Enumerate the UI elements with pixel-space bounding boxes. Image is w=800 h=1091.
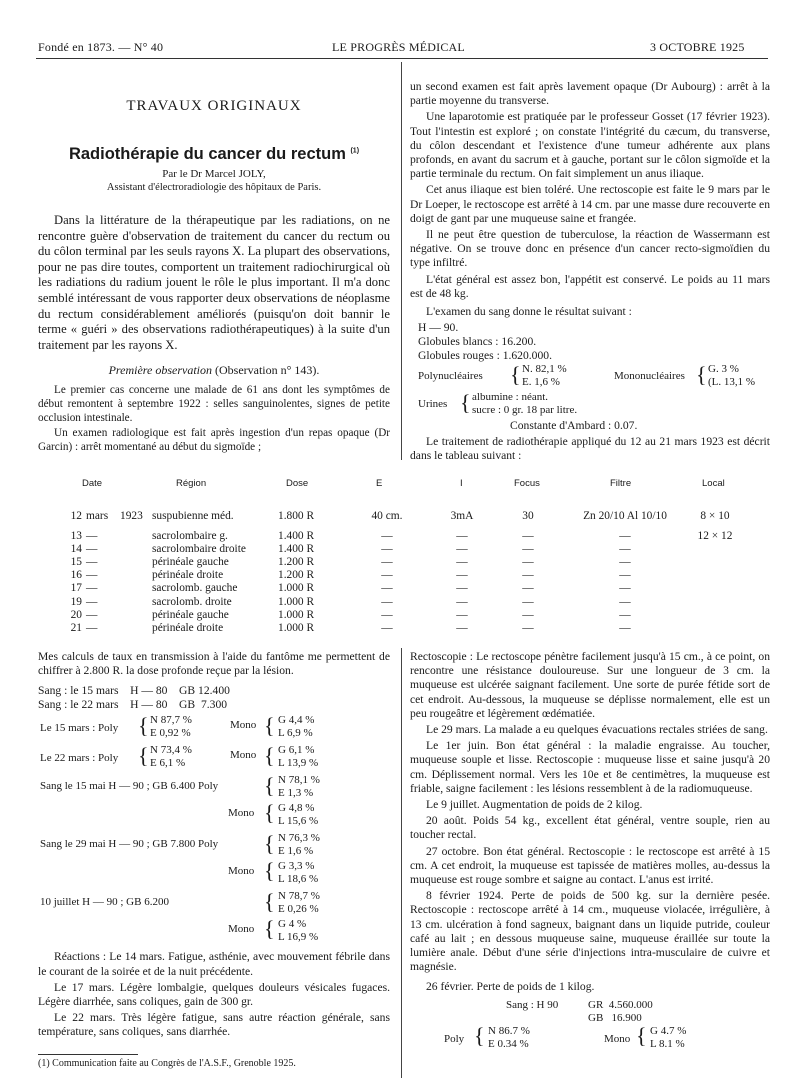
cell-i: —: [456, 556, 468, 569]
column-divider-top: [401, 62, 402, 460]
treatment-table: [50, 478, 770, 640]
sang-mono-g: G 3,3 %: [278, 860, 315, 873]
cell-i: —: [456, 569, 468, 582]
sang-mono-g: G 4 %: [278, 918, 307, 931]
cell-region: périnéale gauche: [152, 608, 229, 621]
followup-paragraph: 26 février. Perte de poids de 1 kilog.: [426, 980, 595, 994]
right-paragraph: Une laparotomie est pratiquée par le professeur Gosset (17 février 1923). Tout l'intestin est exploré ; on constate l'intégrité du cæcum, du transverse, du côlon descendant et l'existence d'une tumeur adhérente aux plans profonds, en avant du sacrum et à gauche, portant sur le côlon sigmoïde et la partie terminale du rectum. On fait simplement un anus iliaque.: [410, 110, 770, 181]
final-blood: [410, 997, 770, 1053]
right-paragraph: un second examen est fait après lavement opaque (Dr Aubourg) : arrêt à la partie moyenne du transverse.: [410, 80, 770, 108]
cell-month: —: [86, 530, 98, 542]
brace: {: [474, 1022, 485, 1048]
blood-formula: [410, 363, 770, 391]
final-mono-label: Mono: [604, 1032, 631, 1045]
cell-filtre: —: [619, 569, 631, 582]
cell-region: sacrolomb. droite: [152, 595, 232, 608]
cell-focus: —: [522, 569, 534, 582]
cell-i: —: [456, 608, 468, 621]
sang-block-label: Sang le 29 mai H — 90 ; GB 7.800 Poly: [40, 838, 219, 851]
count-mono-g: G 6,1 %: [278, 744, 315, 757]
cell-region: sacrolomb. gauche: [152, 582, 238, 595]
count-blocks: [38, 714, 390, 772]
brace: {: [138, 713, 149, 739]
table-intro: Le traitement de radiothérapie appliqué du 12 au 21 mars 1923 est décrit dans le tableau suivant :: [410, 435, 770, 463]
cell-filtre: —: [619, 621, 631, 634]
sang-poly-n: N 78,1 %: [278, 774, 320, 787]
cell-e: —: [381, 608, 393, 621]
cell-month: —: [86, 556, 98, 569]
cell-dose: 1.000 R: [278, 595, 315, 608]
mono-l: (L. 13,1 %: [708, 376, 756, 389]
cell-focus: —: [522, 556, 534, 569]
header-journal: LE PROGRÈS MÉDICAL: [332, 40, 465, 54]
footnote: (1) Communication faite au Congrès de l'A.S.F., Grenoble 1925.: [38, 1058, 296, 1069]
cell-day: 12: [70, 510, 82, 522]
cell-dose: 1.800 R: [278, 510, 315, 522]
header-issue: Fondé en 1873. — N° 40: [38, 40, 164, 54]
sang-mono-label: Mono: [228, 865, 255, 878]
poly-e: E. 1,6 %: [522, 376, 560, 389]
cell-focus: —: [522, 608, 534, 621]
table-row: [50, 530, 770, 544]
count-poly-n: N 73,4 %: [150, 744, 192, 757]
sang-block: [38, 890, 390, 946]
count-block: [38, 744, 390, 772]
table-row: [50, 596, 770, 610]
footnote-rule: [38, 1054, 138, 1055]
article-title-text: Radiothérapie du cancer du rectum: [68, 145, 346, 163]
followup-paragraph: 27 octobre. Bon état général. Rectoscopie : le rectoscope est arrêté à 15 cm. A cet endroit, la muqueuse est tapissée de matières molles, au-dessus la muqueuse est rouge sombre et saigne au contact. L'anus est irrité.: [410, 844, 770, 887]
ambard: Constante d'Ambard : 0.07.: [510, 419, 638, 433]
title-footnote-ref: (1): [350, 147, 360, 155]
sang-block: [38, 832, 390, 888]
sang-poly-e: E 1,3 %: [278, 787, 314, 800]
cell-region: périnéale droite: [152, 621, 224, 634]
blood-gr: Globules rouges : 1.620.000.: [418, 349, 552, 363]
cell-filtre: —: [619, 556, 631, 569]
column-divider-bottom: [401, 648, 402, 1078]
cell-day: 13: [70, 530, 82, 542]
cell-e: —: [381, 582, 393, 595]
poly-label: Polynucléaires: [418, 370, 483, 383]
cell-month: mars: [86, 510, 109, 522]
cell-day: 17: [70, 582, 82, 595]
brace: {: [264, 831, 275, 857]
cell-month: —: [86, 543, 98, 556]
author: Par le Dr Marcel JOLY,: [162, 168, 266, 180]
table-row: [50, 609, 770, 623]
table-row: [50, 543, 770, 557]
right-paragraph: Cet anus iliaque est bien toléré. Une rectoscopie est faite le 9 mars par le Dr Loeper, le rectoscope est arrêté à 14 cm. par une masse dure recouverte en doigt de gant par une muqueuse saine et frangée.: [410, 183, 770, 225]
sang-poly-e: E 0,26 %: [278, 903, 319, 916]
count-mono-label: Mono: [230, 719, 257, 732]
cell-region: périnéale gauche: [152, 556, 229, 569]
lower-left-column: [38, 650, 390, 1042]
cell-region: sacrolombaire g.: [152, 530, 228, 542]
mono-g: G. 3 %: [708, 363, 739, 376]
poly-n: N. 82,1 %: [522, 363, 567, 376]
th-e: E: [376, 478, 383, 489]
cell-day: 14: [70, 543, 82, 556]
cell-focus: —: [522, 530, 534, 542]
observation-ref: (Observation n° 143).: [214, 363, 320, 378]
brace: {: [264, 889, 275, 915]
followup-paragraph: Le 1er juin. Bon état général : la maladie engraisse. Au toucher, muqueuse souple et lisse. Rectoscopie : muqueuse lisse et saine jusqu'à 20 cm. Déplissement normal. Vers les 10e et 8e centimètres, la muqueuse est friable, saigne facilement : les lésions ressemblent à de la radiomuqueuse.: [410, 739, 770, 795]
count-block: [38, 714, 390, 742]
cell-day: 21: [70, 621, 82, 634]
cell-month: —: [86, 569, 98, 582]
urines: [410, 391, 770, 419]
brace: {: [264, 916, 275, 942]
cell-focus: 30: [522, 510, 534, 522]
table-row: [50, 622, 770, 636]
header-rule: [36, 58, 768, 59]
sang-block-label: Sang le 15 mai H — 90 ; GB 6.400 Poly: [40, 780, 219, 793]
header-date: 3 OCTOBRE 1925: [650, 40, 745, 54]
cell-dose: 1.000 R: [278, 621, 315, 634]
cell-e: —: [381, 543, 393, 556]
brace: {: [264, 713, 275, 739]
observation-heading: [38, 363, 390, 378]
cell-month: —: [86, 608, 98, 621]
urines-label: Urines: [418, 398, 448, 411]
brace: {: [264, 773, 275, 799]
th-date: Date: [82, 478, 103, 489]
cell-i: —: [456, 530, 468, 542]
reaction-paragraph: Le 17 mars. Légère lombalgie, quelques douleurs vésicales fugaces. Légère diarrhée, sans coliques, gain de 300 gr.: [38, 980, 390, 1009]
affiliation: Assistant d'électroradiologie des hôpitaux de Paris.: [106, 182, 322, 193]
th-filtre: Filtre: [610, 478, 632, 489]
section-title: TRAVAUX ORIGINAUX: [126, 98, 302, 114]
reaction-paragraph: Réactions : Le 14 mars. Fatigue, asthénie, avec mouvement fébrile dans le courant de la soirée et de la nuit précédente.: [38, 950, 390, 978]
cell-focus: —: [522, 621, 534, 634]
cell-dose: 1.000 R: [278, 582, 315, 595]
cell-local: 12 × 12: [697, 530, 733, 542]
sang-block: [38, 774, 390, 830]
urines-albumine: albumine : néant.: [472, 391, 549, 404]
cell-day: 15: [70, 556, 82, 569]
article-title: [38, 145, 390, 164]
cell-dose: 1.200 R: [278, 556, 315, 569]
cell-focus: —: [522, 543, 534, 556]
cell-day: 20: [70, 608, 82, 621]
followup-paragraph: Le 9 juillet. Augmentation de poids de 2 kilog.: [426, 798, 643, 812]
mono-label: Mononucléaires: [614, 370, 685, 383]
cell-filtre: —: [619, 595, 631, 608]
cell-e: 40 cm.: [371, 510, 403, 522]
final-poly-n: N 86.7 %: [488, 1024, 530, 1037]
brace: {: [696, 362, 707, 388]
brace: {: [264, 858, 275, 884]
sang-mono-l: L 16,9 %: [278, 931, 319, 944]
urines-sucre: sucre : 0 gr. 18 par litre.: [472, 404, 578, 417]
reaction-paragraph: Le 22 mars. Très légère fatigue, sans autre réaction générale, sans température, sans coliques, sans diarrhée.: [38, 1011, 390, 1039]
followup-paragraph: 20 août. Poids 54 kg., excellent état général, ventre souple, rien au toucher rectal.: [410, 814, 770, 842]
intro-paragraph: Dans la littérature de la thérapeutique par les radiations, on ne rencontre guère d'observation de traitement du cancer du rectum ou du côlon terminal par les seuls rayons X. La plupart des observations, pour ne pas dire toutes, comportent un traitement radiochirurgical où les radiations du radium jouent le rôle le plus important. Il m'a donc semblé intéressant de vous rapporter deux observations de néoplasme du rectum considérablement améliorés (puisqu'on doit bannir le terme « guéri » des observations radiothérapeutiques) à la suite d'un traitement par les rayons X.: [38, 213, 390, 352]
final-sang: Sang : H 90: [506, 998, 559, 1011]
final-poly-e: E 0.34 %: [488, 1037, 529, 1050]
cell-filtre: —: [619, 530, 631, 542]
count-mono-g: G 4,4 %: [278, 714, 315, 727]
count-mono-l: L 6,9 %: [278, 727, 313, 740]
cell-day: 16: [70, 569, 82, 582]
brace: {: [636, 1022, 647, 1048]
brace: {: [510, 362, 521, 388]
cell-dose: 1.200 R: [278, 569, 315, 582]
count-label: Le 15 mars : Poly: [40, 722, 119, 735]
cell-e: —: [381, 556, 393, 569]
th-dose: Dose: [286, 478, 309, 489]
cell-e: —: [381, 621, 393, 634]
count-mono-l: L 13,9 %: [278, 757, 319, 770]
cell-year: 1923: [120, 510, 143, 522]
brace: {: [264, 800, 275, 826]
sang-poly-n: N 78,7 %: [278, 890, 320, 903]
cell-focus: —: [522, 595, 534, 608]
sang-poly-n: N 76,3 %: [278, 832, 320, 845]
sang-mono-g: G 4,8 %: [278, 802, 315, 815]
sang-22-mars: Sang : le 22 mars H — 80 GB 7.300: [38, 698, 228, 712]
th-region: Région: [176, 478, 207, 489]
count-poly-e: E 0,92 %: [150, 727, 191, 740]
sang-mono-label: Mono: [228, 807, 255, 820]
dose-paragraph: Mes calculs de taux en transmission à l'aide du fantôme me permettent de chiffrer à 2.800 R. la dose profonde reçue par la lésion.: [38, 650, 390, 678]
brace: {: [460, 390, 471, 416]
th-focus: Focus: [514, 478, 540, 489]
cell-filtre: —: [619, 608, 631, 621]
right-paragraph: L'état général est assez bon, l'appétit est conservé. Le poids au 11 mars est de 48 kg.: [410, 272, 770, 300]
count-label: Le 22 mars : Poly: [40, 752, 119, 765]
observation-heading-text: Première observation: [108, 363, 212, 378]
count-mono-label: Mono: [230, 749, 257, 762]
cell-focus: —: [522, 582, 534, 595]
right-column-top: [410, 80, 770, 466]
final-gr: GR 4.560.000: [588, 998, 653, 1011]
cell-i: —: [456, 621, 468, 634]
sang-mono-l: L 18,6 %: [278, 873, 319, 886]
sang-mono-label: Mono: [228, 923, 255, 936]
cell-i: —: [456, 595, 468, 608]
cell-day: 19: [70, 595, 82, 608]
brace: {: [264, 743, 275, 769]
right-paragraph: Il ne peut être question de tuberculose, la réaction de Wassermann est négative. On se trouve donc en présence d'un cancer recto-sigmoïdien du type infiltré.: [410, 228, 770, 270]
left-paragraph: Le premier cas concerne une malade de 61 ans dont les symptômes de début remontent à septembre 1922 : selles sanguinolentes, signes de petite occlusion intestinale.: [38, 384, 390, 424]
cell-dose: 1.400 R: [278, 543, 315, 556]
cell-month: —: [86, 621, 98, 634]
cell-month: —: [86, 595, 98, 608]
cell-i: —: [456, 543, 468, 556]
blood-intro: L'examen du sang donne le résultat suivant :: [426, 305, 632, 319]
sang-mono-l: L 15,6 %: [278, 815, 319, 828]
cell-filtre: —: [619, 582, 631, 595]
left-paragraph: Un examen radiologique est fait après ingestion d'un repas opaque (Dr Garcin) : arrêt momentané au début du sigmoïde ;: [38, 427, 390, 453]
table-row: [50, 556, 770, 570]
followup-paragraph: Le 29 mars. La malade a eu quelques évacuations rectales striées de sang.: [426, 723, 768, 737]
sang-blocks: [38, 774, 390, 946]
cell-local: 8 × 10: [700, 510, 730, 522]
cell-month: —: [86, 582, 98, 595]
cell-e: —: [381, 595, 393, 608]
sang-poly-e: E 1,6 %: [278, 845, 314, 858]
cell-e: —: [381, 569, 393, 582]
th-local: Local: [702, 478, 725, 489]
cell-i: —: [456, 582, 468, 595]
count-poly-e: E 6,1 %: [150, 757, 186, 770]
count-poly-n: N 87,7 %: [150, 714, 192, 727]
final-gb: GB 16.900: [588, 1011, 642, 1024]
table-row: [50, 582, 770, 596]
final-mono-g: G 4.7 %: [650, 1024, 687, 1037]
followup-paragraph: Rectoscopie : Le rectoscope pénètre facilement jusqu'à 15 cm., à ce point, on rencontre une résistance douloureuse. Sur une longueur de 3 cm. la muqueuse est ulcérée saignant facilement. Une sorte de purée fétide sort de cet endroit. Au-dessous, la muqueuse se déplisse normalement, elle est un peu rougeâtre et légèrement œdématiée.: [410, 650, 770, 720]
sang-block-label: 10 juillet H — 90 ; GB 6.200: [40, 896, 169, 909]
cell-filtre: —: [619, 543, 631, 556]
cell-region: suspubienne méd.: [152, 510, 234, 522]
blood-h: H — 90.: [418, 321, 459, 335]
cell-region: périnéale droite: [152, 569, 224, 582]
cell-dose: 1.000 R: [278, 608, 315, 621]
cell-i: 3mA: [450, 510, 474, 522]
cell-e: —: [381, 530, 393, 542]
table-row: [50, 510, 770, 524]
cell-region: sacrolombaire droite: [152, 543, 246, 556]
cell-filtre: Zn 20/10 Al 10/10: [583, 510, 667, 522]
final-poly-label: Poly: [444, 1032, 465, 1045]
th-i: I: [460, 478, 463, 489]
sang-15-mars: Sang : le 15 mars H — 80 GB 12.400: [38, 684, 230, 698]
left-column-top: [38, 98, 390, 456]
lower-right-column: [410, 650, 770, 1053]
final-mono-l: L 8.1 %: [650, 1037, 685, 1050]
cell-dose: 1.400 R: [278, 530, 315, 542]
brace: {: [138, 743, 149, 769]
followup-paragraph: 8 février 1924. Perte de poids de 500 kg. sur la dernière pesée. Rectoscopie : rectoscope arrêté à 14 cm., muqueuse violacée, irrégulière, à 13 cm. ulcération à fond sagneux, baignant dans un liquide putride, couleur café au lait ; en dessous muqueuse saine, muqueuse éraillée sur toute la lumière anale. Début d'une série d'injections intra-musculaire de cuivre et magnésie.: [410, 889, 770, 974]
table-row: [50, 569, 770, 583]
blood-gb: Globules blancs : 16.200.: [418, 335, 537, 349]
